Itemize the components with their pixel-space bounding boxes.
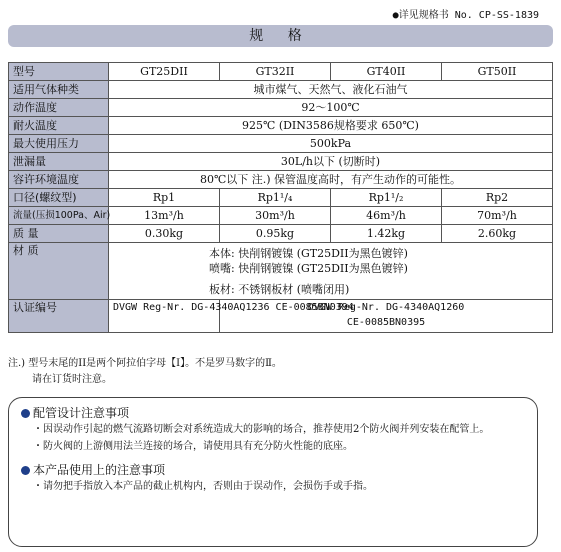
table-row [9, 171, 553, 189]
table-cell: 13m³/h [109, 207, 220, 225]
table-row [9, 207, 553, 225]
notice-heading-text: 配管设计注意事项 [33, 406, 130, 420]
table-cell: Rp1 [109, 189, 220, 207]
table-cell: 0.30kg [109, 225, 220, 243]
footnote-line: 请在订货时注意。 [32, 374, 112, 385]
table-cell: GT50II [442, 63, 553, 81]
table-cell: Rp2 [442, 189, 553, 207]
table-row [9, 99, 553, 117]
material-cell [109, 243, 553, 300]
row-label: 适用气体种类 [9, 81, 109, 99]
row-label: 动作温度 [9, 99, 109, 117]
table-cell: 1.42kg [331, 225, 442, 243]
table-row [9, 135, 553, 153]
material-line: 本体: 快削钢镀镍 (GT25DII为黑色镀锌) [209, 246, 408, 260]
table-cell: Rp1¹/₂ [331, 189, 442, 207]
table-row [9, 153, 553, 171]
notice-heading-text: 本产品使用上的注意事项 [33, 463, 166, 477]
material-line: 板材: 不锈钢板材 (喷嘴闭用) [209, 282, 350, 296]
table-cell: GT40II [331, 63, 442, 81]
table-cell: 30m³/h [220, 207, 331, 225]
notice-item: ・防火阀的上游侧用法兰连接的场合，请使用具有充分防火性能的底座。 [33, 441, 353, 452]
notice-item: ・因误动作引起的燃气流路切断会对系统造成大的影响的场合，推荐使用2个防火阀并列安装在配管上。 [33, 424, 490, 435]
material-line: 喷嘴: 快削钢镀镍 (GT25DII为黑色镀锌) [209, 261, 408, 275]
table-cell: 2.60kg [442, 225, 553, 243]
row-label: 口径(螺纹型) [9, 189, 109, 207]
table-cell: GT32II [220, 63, 331, 81]
row-label: 材 质 [9, 243, 109, 300]
notice-heading [21, 461, 537, 478]
table-cell: 80℃以下 注.) 保管温度高时，有产生动作的可能性。 [109, 171, 553, 189]
table-cell: 500kPa [109, 135, 553, 153]
table-cell: 城市煤气、天然气、液化石油气 [109, 81, 553, 99]
table-row [9, 63, 553, 81]
table-cell: 925℃ (DIN3586规格要求 650℃) [109, 117, 553, 135]
table-cell: 70m³/h [442, 207, 553, 225]
row-label: 型号 [9, 63, 109, 81]
table-cell: 92～100℃ [109, 99, 553, 117]
spec-reference: ●详见规格书 No. CP-SS-1839 [392, 10, 539, 21]
table-row [9, 117, 553, 135]
spec-table [8, 62, 553, 333]
notice-box [8, 397, 538, 547]
cert-line: CE-0085BN0395 [346, 317, 426, 328]
table-row [9, 300, 553, 333]
notice-heading [21, 404, 537, 421]
table-cell: 30L/h以下 (切断时) [109, 153, 553, 171]
notice-item: ・请勿把手指放入本产品的截止机构内，否则由于误动作，会损伤手或手指。 [33, 481, 373, 492]
table-cell: Rp1¹/₄ [220, 189, 331, 207]
table-cell: DVGW Reg-Nr. DG-4340AQ1236 CE-0085BN0394 [109, 300, 220, 333]
bullet-icon [21, 466, 30, 475]
row-label: 质 量 [9, 225, 109, 243]
table-row [9, 81, 553, 99]
table-row [9, 243, 553, 300]
cert-line: DVGW Reg-Nr. DG-4340AQ1260 [307, 302, 465, 313]
footnote-line: 注.) 型号末尾的II是两个阿拉伯字母【I】。不是罗马数字的Ⅱ。 [8, 358, 282, 369]
table-row [9, 225, 553, 243]
footnote [8, 356, 282, 388]
row-label: 最大使用压力 [9, 135, 109, 153]
page-title: 规 格 [8, 25, 553, 47]
table-cell: 0.95kg [220, 225, 331, 243]
row-label: 耐火温度 [9, 117, 109, 135]
table-row [9, 189, 553, 207]
table-cell: 46m³/h [331, 207, 442, 225]
row-label: 容许环境温度 [9, 171, 109, 189]
row-label: 流量(压损100Pa、Air) [9, 207, 109, 225]
row-label: 泄漏量 [9, 153, 109, 171]
bullet-icon [21, 409, 30, 418]
row-label: 认证编号 [9, 300, 109, 333]
table-cell: GT25DII [109, 63, 220, 81]
